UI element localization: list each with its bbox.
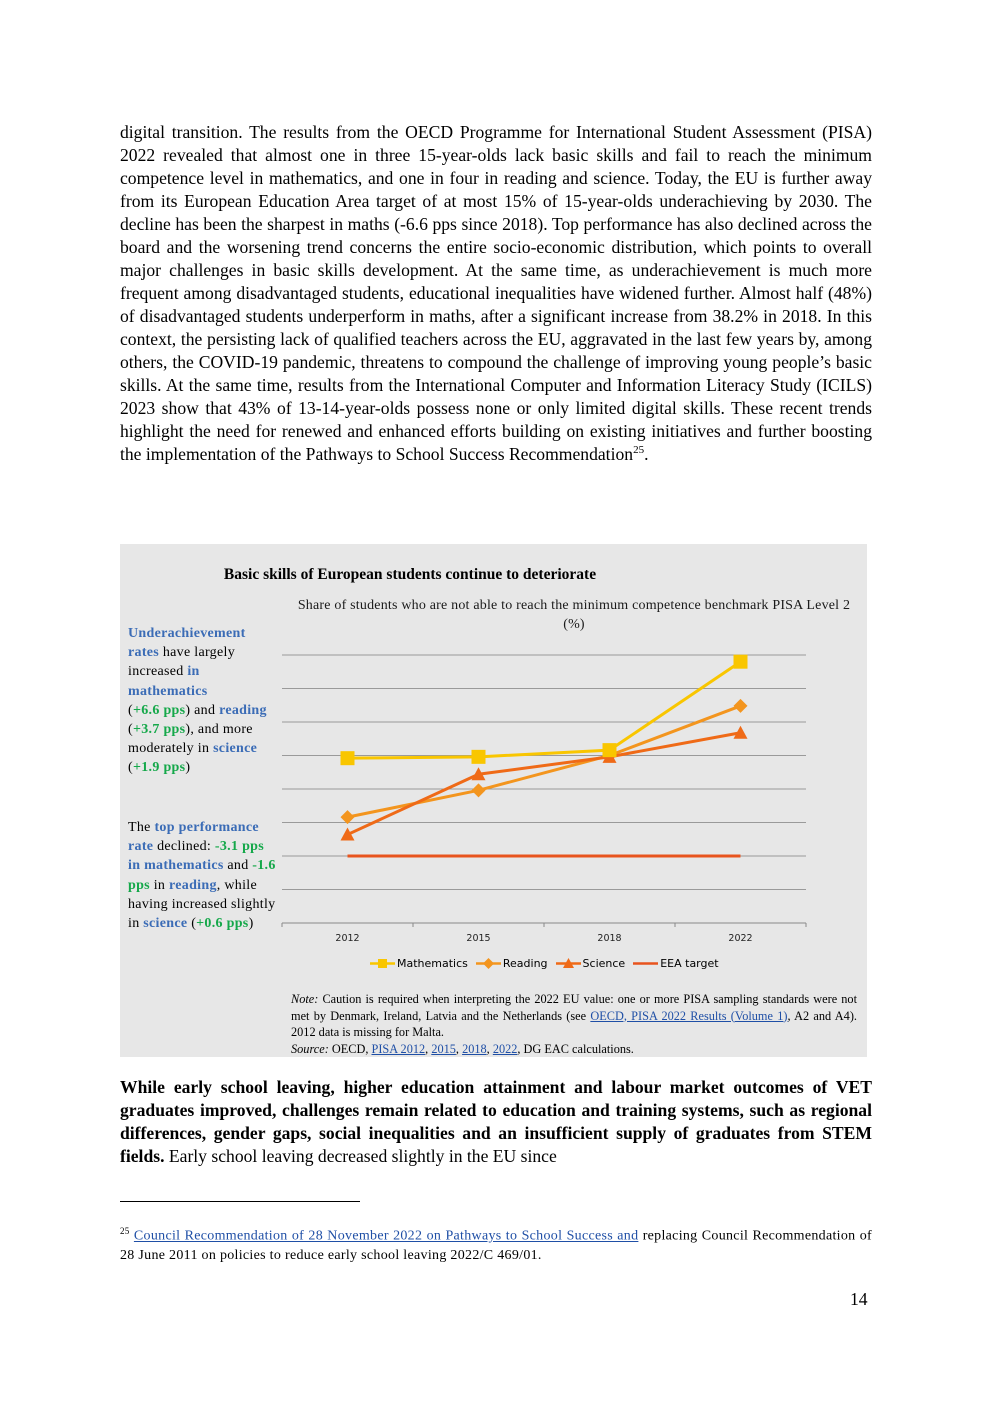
footnote-number: 25 <box>120 1226 130 1236</box>
paragraph-text: digital transition. The results from the OECD Programme for International Student Assessment (PISA) 2022 revealed that almost one in three 15-year-olds lack basic skills and fail to reach the minimum competence level in mathematics, and one in four in reading and science. Today, the EU is further away from its European Education Area target of at most 15% of 15-year-olds underachieving by 2030. The decline has been the sharpest in maths (-6.6 pps since 2018). Top performance has also declined across the board and the worsening trend concerns the entire socio-economic distribution, which points to overall major challenges in basic skills development. At the same time, as underachievement is much more frequent among disadvantaged students, educational inequalities have widened further. Almost half (48%) of disadvantaged students underperform in maths, after a significant increase from 38.2% in 2018. In this context, the persisting lack of qualified teachers across the EU, aggravated in the last few years by, among others, the COVID-19 pandemic, threatens to compound the challenge of improving young people’s basic skills. At the same time, results from the International Computer and Information Literacy Study (ICILS) 2023 show that 43% of 13-14-year-olds possess none or only limited digital skills. These recent trends highlight the need for renewed and enhanced efforts building on existing initiatives and further boosting the implementation of the Pathways to School Success Recommendation <box>120 122 872 464</box>
chart-box <box>120 544 867 1057</box>
sidebar-text: ( <box>128 702 133 718</box>
sidebar-text: ) <box>248 916 254 932</box>
legend-item <box>556 956 626 971</box>
series-line-reading <box>348 706 741 817</box>
oecd-results-link[interactable]: OECD, PISA 2022 Results (Volume 1) <box>590 1008 788 1023</box>
sidebar-text: , while having increased slightly in <box>128 877 276 932</box>
footnote-ref[interactable]: 25 <box>633 444 645 457</box>
chart-subtitle: Share of students who are not able to reach the minimum competence benchmark PISA Level 2 (%) <box>297 598 851 632</box>
paragraph-bold: While early school leaving, higher education attainment and labour market outcomes of VET graduates improved, challenges remain related to education and training systems, such as regional differences, gender gaps, social inequalities and an insufficient supply of graduates from STEM fields. <box>120 1077 872 1166</box>
legend-label: EEA target <box>660 956 719 970</box>
sidebar-text: -1.6 pps <box>128 858 276 893</box>
legend-item <box>633 956 718 971</box>
sidebar-text: top performance rate <box>128 820 259 855</box>
sidebar-text: science <box>143 916 188 932</box>
top-performance-summary <box>128 818 278 933</box>
legend-item <box>370 956 468 971</box>
legend-swatch-icon <box>633 956 658 971</box>
source-sep: , <box>455 1041 463 1056</box>
pisa-2022-link[interactable]: 2022 <box>492 1041 518 1056</box>
note-label: Note: <box>291 992 319 1006</box>
x-tick-label: 2012 <box>335 933 360 944</box>
sidebar-text: reading <box>219 702 267 718</box>
pisa-2015-link[interactable]: 2015 <box>431 1041 456 1056</box>
sidebar-text: declined: <box>153 839 215 855</box>
legend-swatch-icon <box>556 956 581 971</box>
sidebar-text: -3.1 pps <box>214 839 265 855</box>
data-point-mathematics <box>472 750 486 764</box>
pisa-2018-link[interactable]: 2018 <box>462 1041 487 1056</box>
sidebar-text: Underachievement rates <box>128 626 246 661</box>
data-point-science <box>341 828 355 841</box>
sidebar-text: +1.9 pps <box>132 760 186 776</box>
footnote-separator <box>120 1201 360 1202</box>
line-chart <box>280 644 860 954</box>
sidebar-text: have largely increased <box>128 645 235 680</box>
source-sep: , <box>486 1041 493 1056</box>
sidebar-text: +0.6 pps <box>196 916 249 932</box>
x-tick-label: 2018 <box>597 933 622 944</box>
legend-label: Mathematics <box>397 956 468 970</box>
footnote-text: replacing Council Recommendation of 28 June 2011 on policies to reduce early school leaving 2022/C 469/01. <box>120 1228 872 1263</box>
legend-swatch-icon <box>370 956 395 971</box>
note-text: , A2 and A4). 2012 data is missing for Malta. <box>291 1008 857 1039</box>
sidebar-text: ) and <box>185 702 220 718</box>
data-point-mathematics <box>603 743 617 757</box>
body-paragraph-1 <box>120 121 872 466</box>
source-label: Source: <box>291 1041 329 1056</box>
legend-label: Reading <box>502 956 548 970</box>
sidebar-text: science <box>213 741 258 757</box>
footnote <box>120 1222 872 1265</box>
sidebar-text: reading <box>169 877 217 893</box>
council-recommendation-link[interactable]: Council Recommendation of 28 November 2022 on Pathways to School Success and <box>133 1228 639 1244</box>
underachievement-summary <box>128 624 278 778</box>
pisa-2012-link[interactable]: PISA 2012 <box>371 1041 426 1056</box>
sidebar-text: and <box>223 858 253 874</box>
data-point-mathematics <box>734 655 748 669</box>
chart-legend <box>370 955 727 971</box>
paragraph-end: . <box>644 444 649 464</box>
source-text: OECD, <box>328 1041 372 1056</box>
data-point-reading <box>472 783 486 797</box>
sidebar-text: in mathematics <box>128 664 208 699</box>
sidebar-text: ( <box>128 722 133 738</box>
note-text: Caution is required when interpreting the 2022 EU value: one or more PISA sampling standards were not met by Denmark, Ireland, Latvia and the Netherlands (see <box>291 992 857 1023</box>
source-sep: , <box>425 1041 432 1056</box>
sidebar-text: ), and more moderately in <box>128 722 253 757</box>
sidebar-text: in mathematics <box>128 858 224 874</box>
paragraph-text: Early school leaving decreased slightly in the EU since <box>164 1146 557 1166</box>
body-paragraph-2 <box>120 1076 872 1168</box>
box-title: Basic skills of European students continue to deteriorate <box>223 566 597 583</box>
sidebar-text: +3.7 pps <box>132 722 186 738</box>
legend-item <box>476 956 548 971</box>
sidebar-text: ( <box>128 760 133 776</box>
page-number: 14 <box>850 1289 868 1309</box>
sidebar-text: The <box>128 820 155 835</box>
legend-label: Science <box>582 956 626 970</box>
data-point-mathematics <box>341 751 355 765</box>
data-point-reading <box>734 699 748 713</box>
sidebar-text: +6.6 pps <box>132 702 186 718</box>
x-tick-label: 2022 <box>728 933 753 944</box>
sidebar-text: ( <box>187 916 197 932</box>
series-line-science <box>348 733 741 835</box>
sidebar-text: in <box>149 877 170 893</box>
legend-swatch-icon <box>476 956 501 971</box>
sidebar-text: ) <box>185 760 191 776</box>
source-text: , DG EAC calculations. <box>517 1041 634 1056</box>
x-tick-label: 2015 <box>466 933 491 944</box>
chart-note <box>291 991 857 1057</box>
